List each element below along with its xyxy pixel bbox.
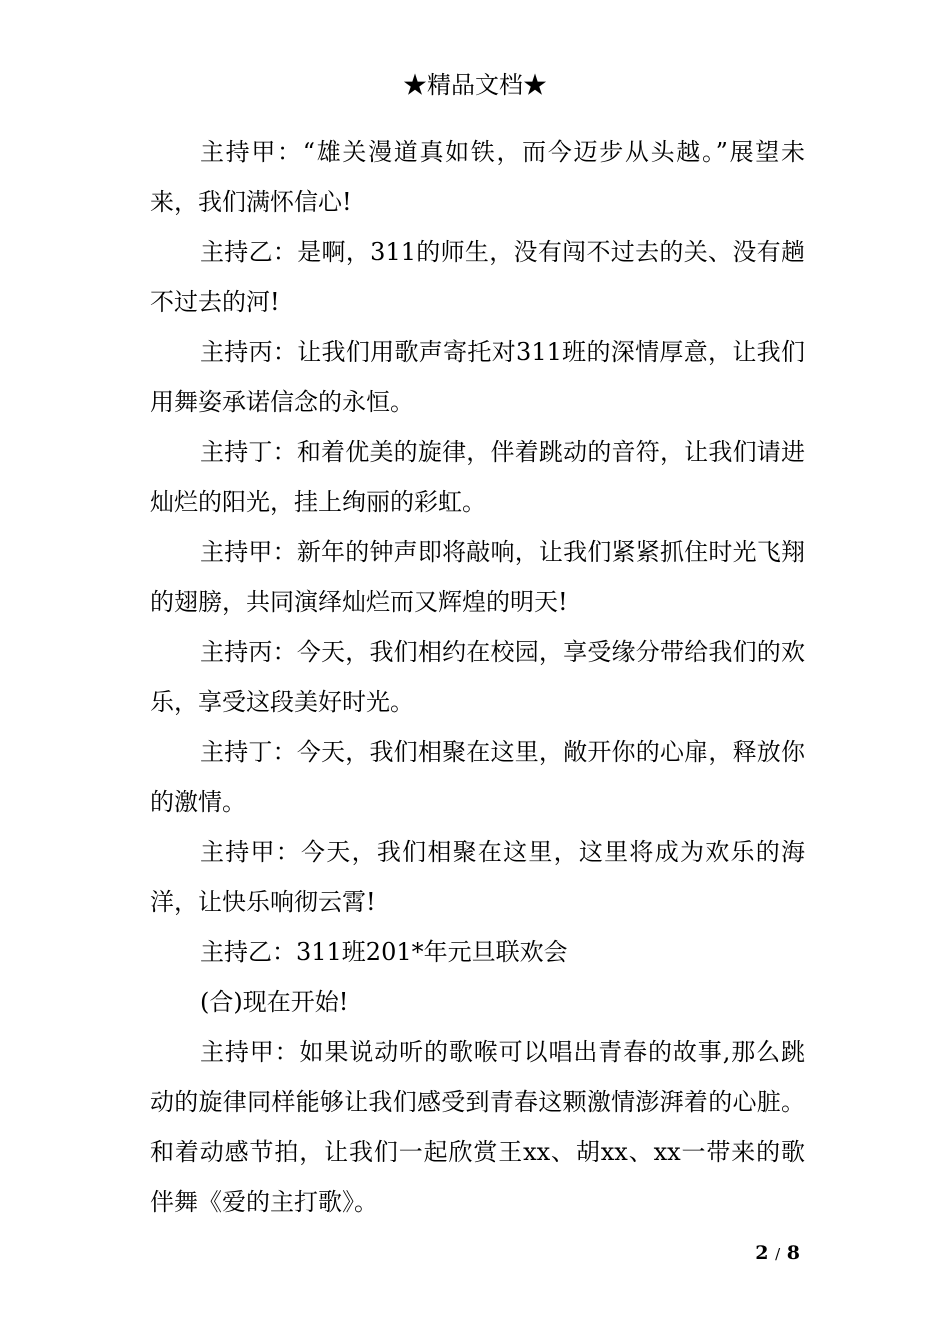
paragraph: 主持丙：让我们用歌声寄托对311班的深情厚意，让我们用舞姿承诺信念的永恒。 xyxy=(150,338,805,416)
document-body xyxy=(150,127,805,1227)
total-pages-number: 8 xyxy=(786,1242,800,1264)
page-separator: / xyxy=(775,1245,781,1263)
paragraph: 主持丙：今天，我们相约在校园，享受缘分带给我们的欢乐，享受这段美好时光。 xyxy=(150,638,805,716)
paragraph: 主持丁：和着优美的旋律，伴着跳动的音符，让我们请进灿烂的阳光，挂上绚丽的彩虹。 xyxy=(150,438,805,516)
paragraph: 主持丁：今天，我们相聚在这里，敞开你的心扉，释放你的激情。 xyxy=(150,738,805,816)
paragraph: 主持甲：“雄关漫道真如铁，而今迈步从头越。”展望未来，我们满怀信心! xyxy=(150,138,805,216)
paragraph: 主持甲：今天，我们相聚在这里，这里将成为欢乐的海洋，让快乐响彻云霄! xyxy=(150,838,805,916)
paragraph: 主持乙：311班201*年元旦联欢会 xyxy=(200,938,568,966)
page-number xyxy=(700,1240,800,1267)
paragraph: 主持甲：新年的钟声即将敲响，让我们紧紧抓住时光飞翔的翅膀，共同演绎灿烂而又辉煌的明天! xyxy=(150,538,805,616)
paragraph: 主持乙：是啊，311的师生，没有闯不过去的关、没有趟不过去的河! xyxy=(150,238,805,316)
page-header-title: ★精品文档★ xyxy=(403,71,547,99)
paragraph: 主持甲：如果说动听的歌喉可以唱出青春的故事,那么跳动的旋律同样能够让我们感受到青春这颗激情澎湃着的心脏。和着动感节拍，让我们一起欣赏王xx、胡xx、xx一带来的歌伴舞《爱的主打歌》。 xyxy=(150,1038,805,1216)
current-page-number: 2 xyxy=(755,1242,769,1264)
paragraph: (合)现在开始! xyxy=(200,988,349,1016)
